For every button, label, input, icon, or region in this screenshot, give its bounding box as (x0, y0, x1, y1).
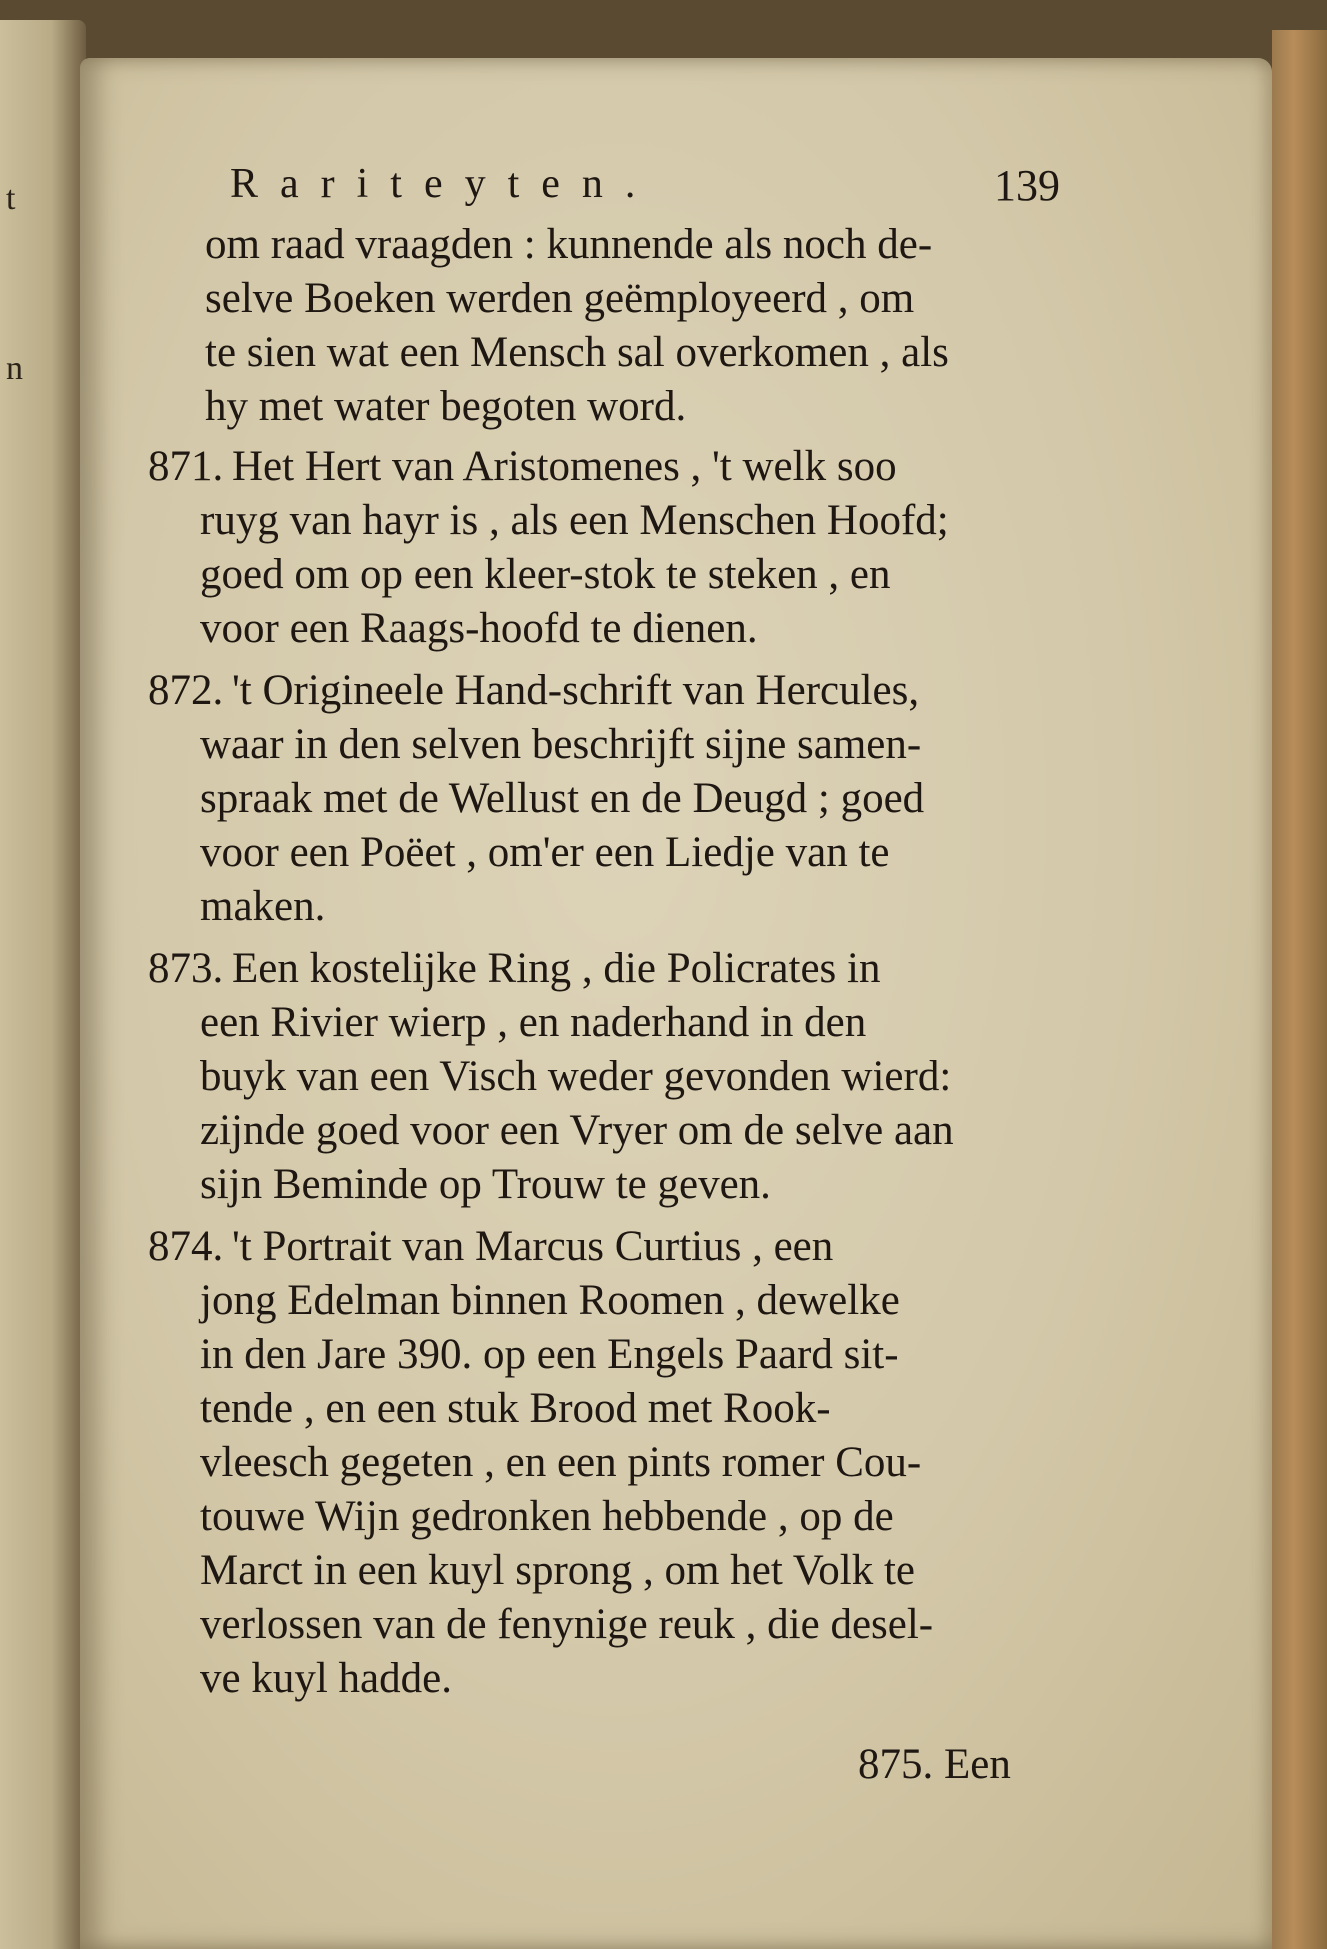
entry-number: 871. (148, 443, 224, 490)
entry-line: zijnde goed voor een Vryer om de selve aan (200, 1107, 954, 1154)
entry-line: in den Jare 390. op een Engels Paard sit- (200, 1331, 899, 1378)
catchword: 875. Een (858, 1741, 1011, 1788)
text-line: selve Boeken werden geëmployeerd , om (205, 275, 915, 322)
left-page-fragment: t (6, 180, 16, 217)
entry-line: ruyg van hayr is , als een Menschen Hoofd; (200, 497, 949, 544)
text-line: om raad vraagden : kunnende als noch de- (205, 221, 933, 268)
entry-line: buyk van een Visch weder gevonden wierd: (200, 1053, 952, 1100)
entry-line: Het Hert van Aristomenes , 't welk soo (232, 443, 897, 490)
entry-number: 874. (148, 1223, 224, 1270)
running-title: Rariteyten. (230, 161, 658, 207)
entry-line: vleesch gegeten , en een pints romer Cou- (200, 1439, 922, 1486)
entry-line: Marct in een kuyl sprong , om het Volk te (200, 1547, 915, 1594)
text-line: te sien wat een Mensch sal overkomen , als (205, 329, 949, 376)
entry-line: 't Origineele Hand-schrift van Hercules, (232, 667, 920, 714)
entry-number: 872. (148, 667, 224, 714)
entry-line: sijn Beminde op Trouw te geven. (200, 1161, 771, 1208)
entry-line: voor een Poëet , om'er een Liedje van te (200, 829, 890, 876)
entry-line: spraak met de Wellust en de Deugd ; goed (200, 775, 925, 822)
entry-line: 't Portrait van Marcus Curtius , een (232, 1223, 834, 1270)
entry-line: goed om op een kleer-stok te steken , en (200, 551, 891, 598)
entry-line: maken. (200, 883, 326, 930)
running-header (230, 160, 1060, 220)
entry-line: Een kostelijke Ring , die Policrates in (232, 945, 881, 992)
page-number: 139 (994, 161, 1060, 210)
text-line: hy met water begoten word. (205, 383, 687, 430)
entry-line: voor een Raags-hoofd te dienen. (200, 605, 758, 652)
entry-line: touwe Wijn gedronken hebbende , op de (200, 1493, 894, 1540)
entry-line: jong Edelman binnen Roomen , dewelke (200, 1277, 900, 1324)
entry-number: 873. (148, 945, 224, 992)
entry-line: ve kuyl hadde. (200, 1655, 452, 1702)
entry-line: verlossen van de fenynige reuk , die desel- (200, 1601, 934, 1648)
entry-line: tende , en een stuk Brood met Rook- (200, 1385, 831, 1432)
left-page-fragment: n (6, 350, 23, 387)
entry-line: waar in den selven beschrijft sijne samen- (200, 721, 922, 768)
entry-line: een Rivier wierp , en naderhand in den (200, 999, 867, 1046)
